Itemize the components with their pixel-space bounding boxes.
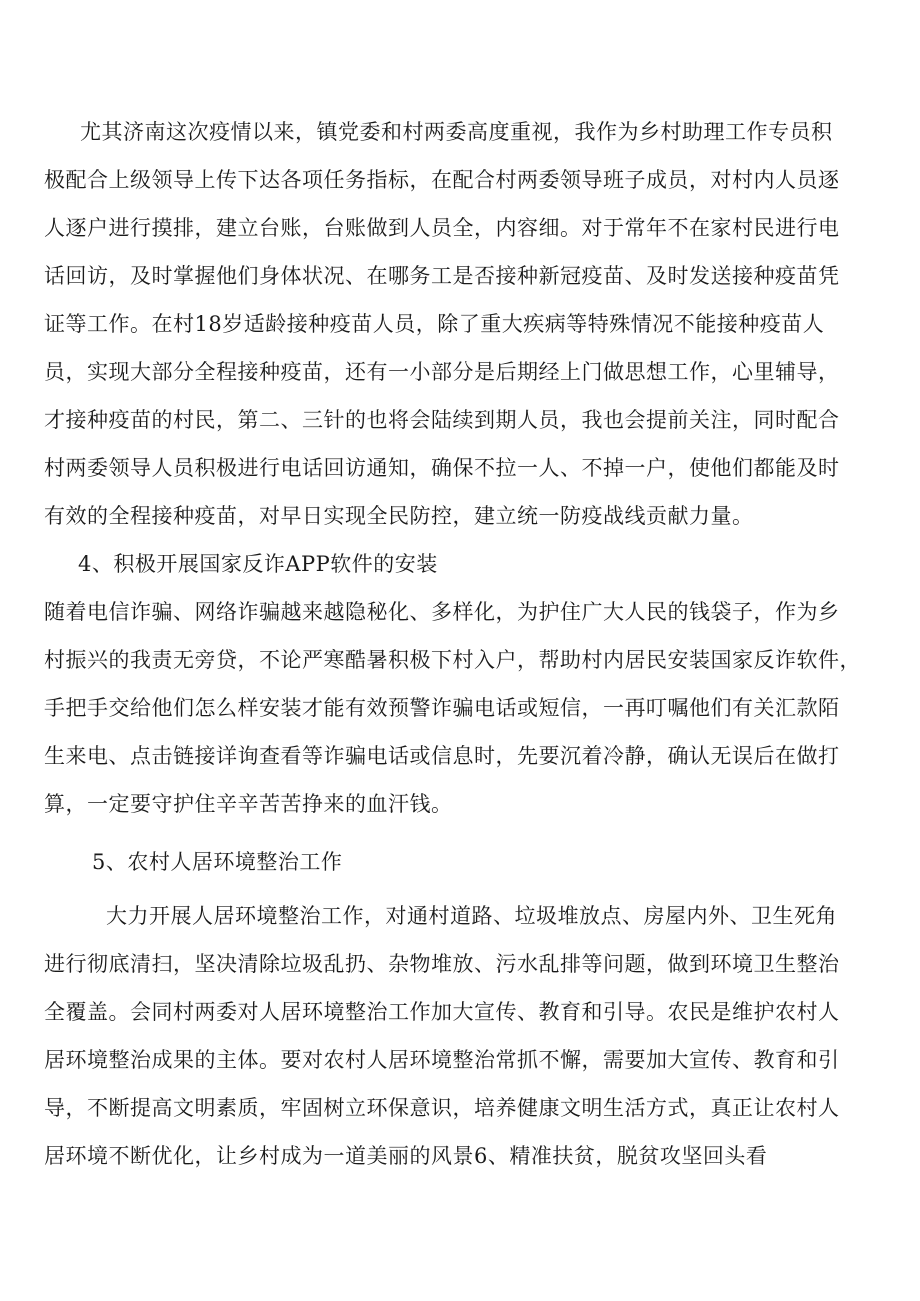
text-line: 进行彻底清扫，坚决清除垃圾乱扔、杂物堆放、污水乱排等问题，做到环境卫生整治 xyxy=(44,952,840,976)
text-line: 村振兴的我责无旁贷，不论严寒酷暑积极下村入户，帮助村内居民安装国家反诈软件， xyxy=(44,648,861,672)
text-line: 算，一定要守护住辛辛苦苦挣来的血汗钱。 xyxy=(44,792,453,816)
text-line: 村两委领导人员积极进行电话回访通知，确保不拉一人、不掉一户，使他们都能及时 xyxy=(44,456,840,480)
text-line: 才接种疫苗的村民，第二、三针的也将会陆续到期人员，我也会提前关注，同时配合 xyxy=(44,408,840,432)
text-line: 全覆盖。会同村两委对人居环境整治工作加大宣传、教育和引导。农民是维护农村人 xyxy=(44,1000,840,1024)
text-line: 人逐户进行摸排，建立台账，台账做到人员全，内容细。对于常年不在家村民进行电 xyxy=(44,216,840,240)
text-line: 极配合上级领导上传下达各项任务指标，在配合村两委领导班子成员，对村内人员逐 xyxy=(44,168,840,192)
text-line: 居环境不断优化，让乡村成为一道美丽的风景6、精准扶贫，脱贫攻坚回头看 xyxy=(44,1144,768,1168)
text-line: 随着电信诈骗、网络诈骗越来越隐秘化、多样化，为护住广大人民的钱袋子，作为乡 xyxy=(44,600,840,624)
text-line: 有效的全程接种疫苗，对早日实现全民防控，建立统一防疫战线贡献力量。 xyxy=(44,504,754,528)
text-line: 导，不断提高文明素质，牢固树立环保意识，培养健康文明生活方式，真正让农村人 xyxy=(44,1096,840,1120)
text-line: 话回访，及时掌握他们身体状况、在哪务工是否接种新冠疫苗、及时发送接种疫苗凭 xyxy=(44,264,840,288)
section-heading-4: 4、积极开展国家反诈APP软件的安装 xyxy=(78,552,438,576)
text-line: 手把手交给他们怎么样安装才能有效预警诈骗电话或短信，一再叮嘱他们有关汇款陌 xyxy=(44,696,840,720)
section-heading-5: 5、农村人居环境整治工作 xyxy=(92,850,343,874)
text-line: 员，实现大部分全程接种疫苗，还有一小部分是后期经上门做思想工作，心里辅导， xyxy=(44,360,840,384)
text-line: 尤其济南这次疫情以来，镇党委和村两委高度重视，我作为乡村助理工作专员积 xyxy=(80,120,833,144)
text-line: 生来电、点击链接详询查看等诈骗电话或信息时，先要沉着冷静，确认无误后在做打 xyxy=(44,744,840,768)
text-line: 大力开展人居环境整治工作，对通村道路、垃圾堆放点、房屋内外、卫生死角 xyxy=(106,904,837,928)
text-line: 证等工作。在村18岁适龄接种疫苗人员，除了重大疾病等特殊情况不能接种疫苗人 xyxy=(44,312,825,336)
text-line: 居环境整治成果的主体。要对农村人居环境整治常抓不懈，需要加大宣传、教育和引 xyxy=(44,1048,840,1072)
